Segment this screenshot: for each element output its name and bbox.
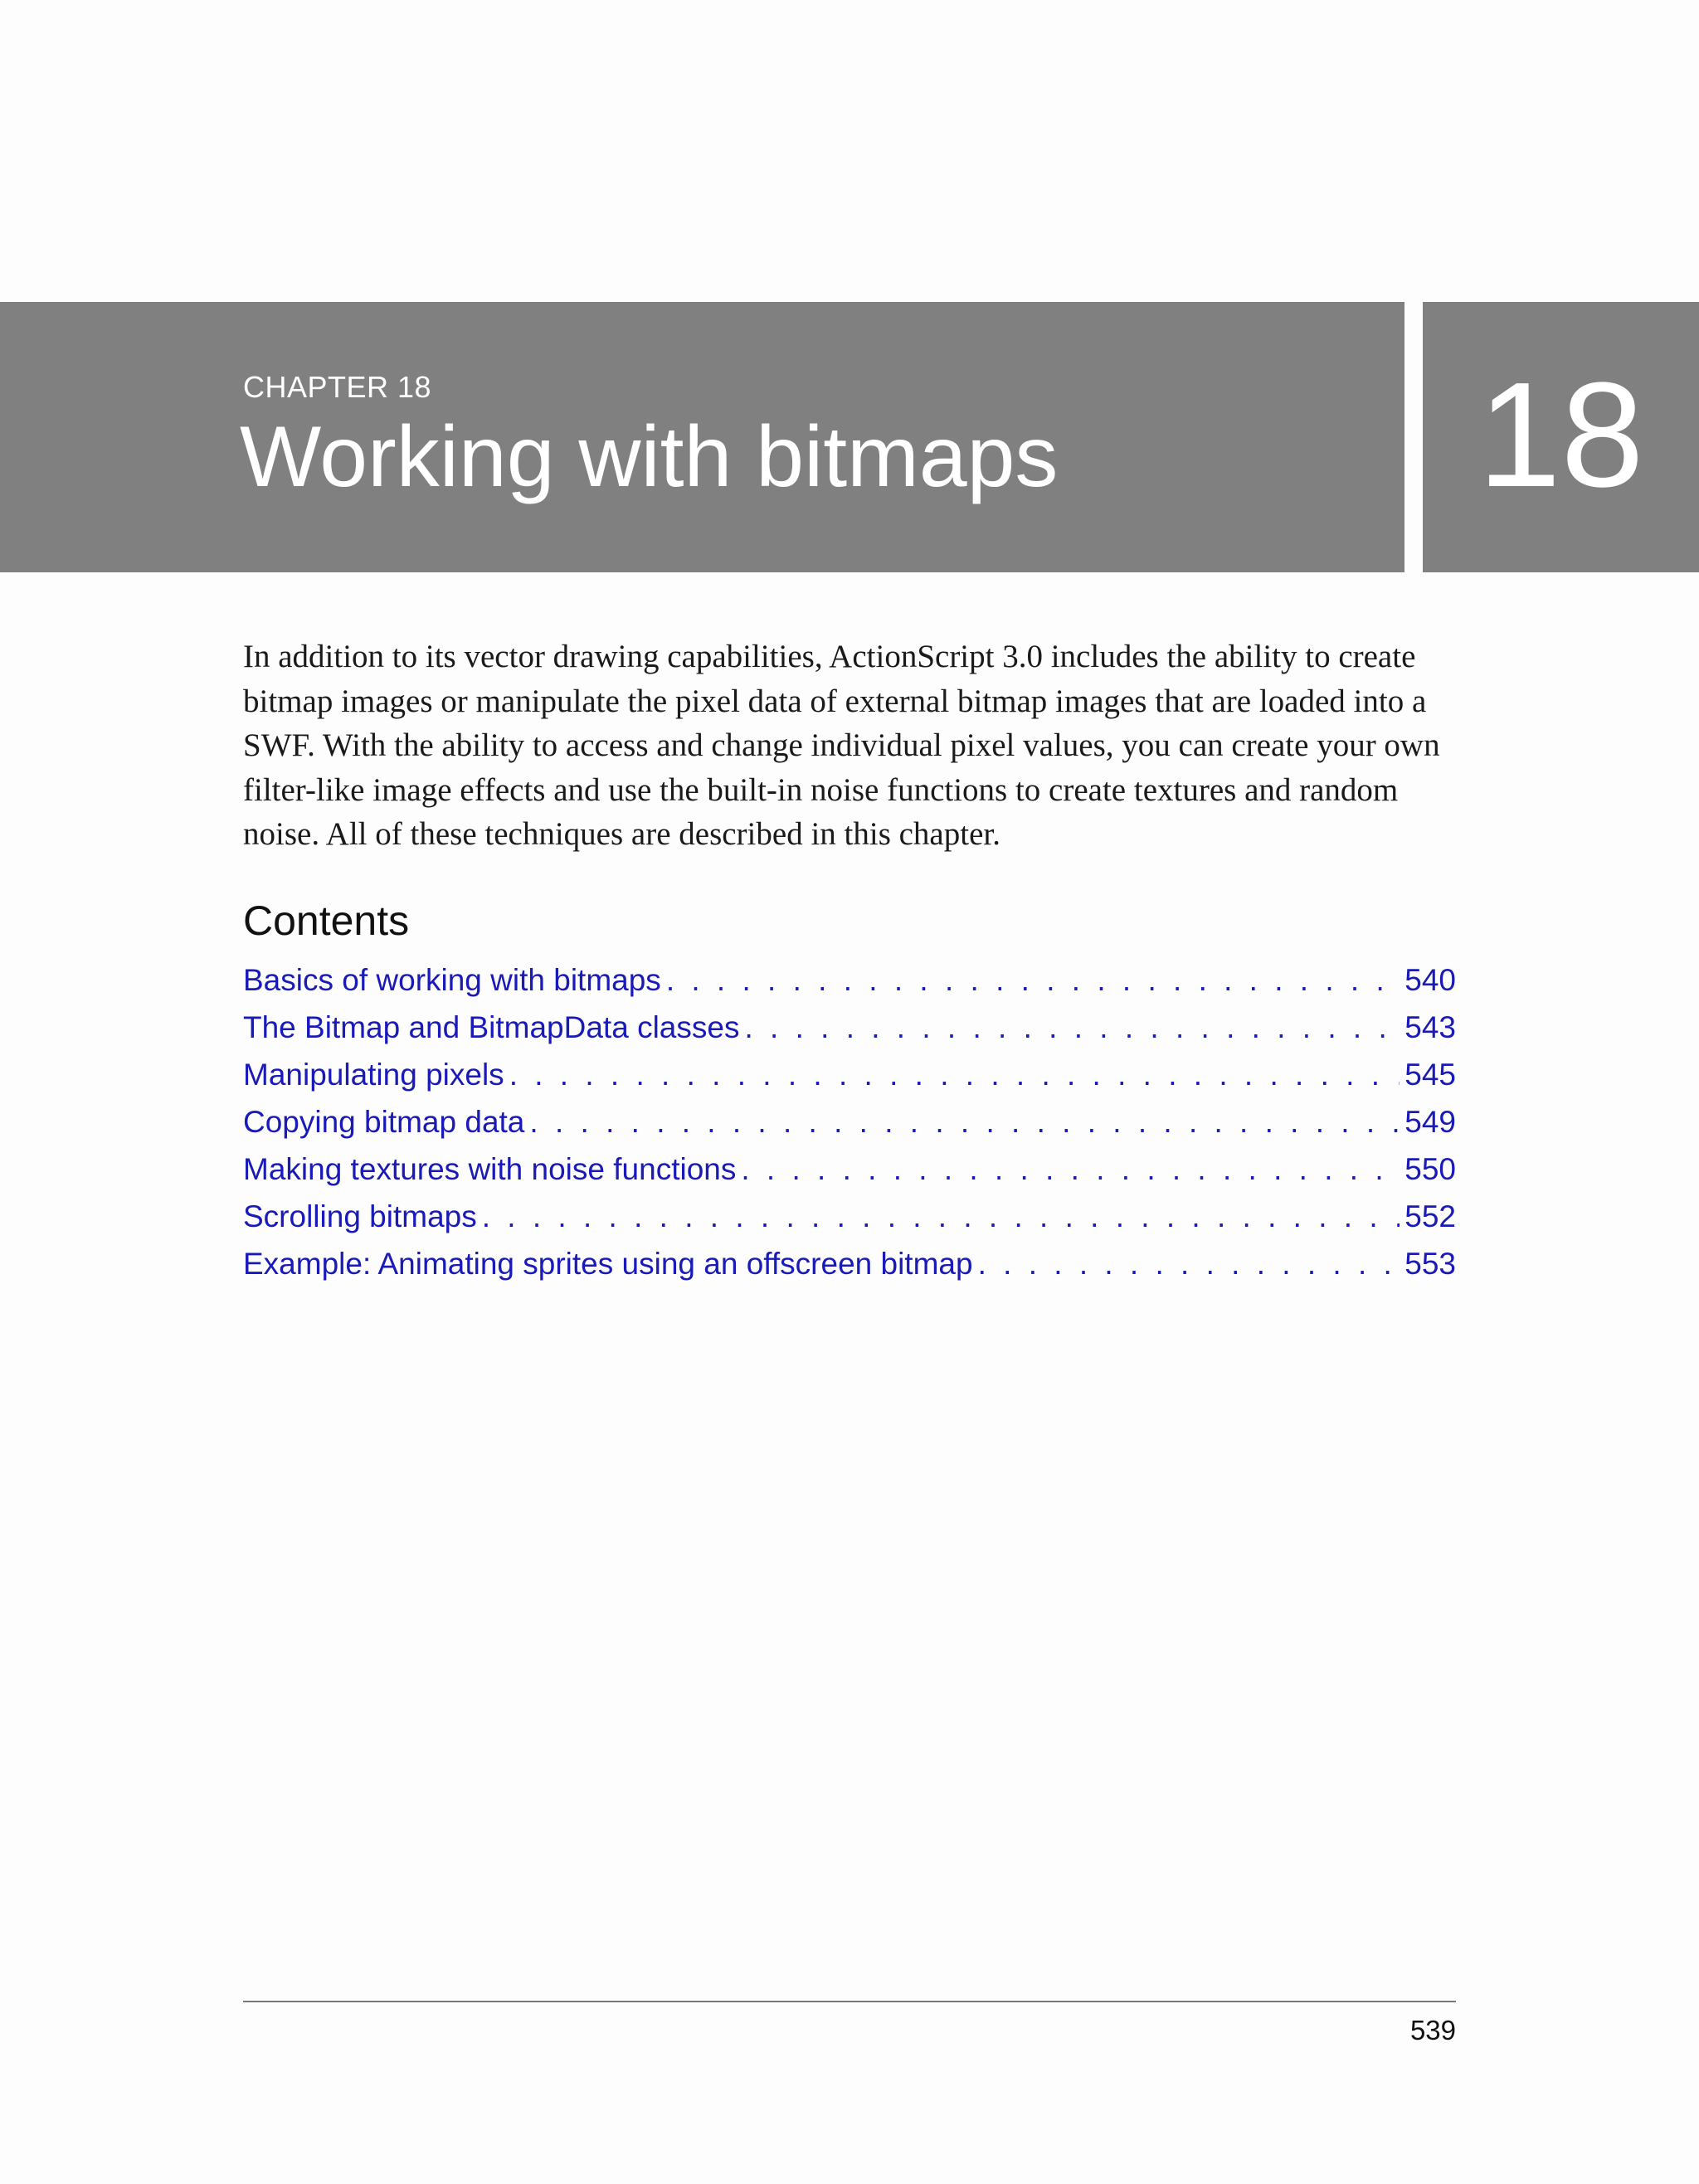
toc-entry-title[interactable]: Example: Animating sprites using an offscreen bitmap xyxy=(243,1247,973,1281)
toc-entry-title[interactable]: Scrolling bitmaps xyxy=(243,1199,477,1233)
toc-entry[interactable] xyxy=(243,1004,1456,1051)
toc-entry-title[interactable]: Making textures with noise functions xyxy=(243,1152,737,1186)
toc-entry[interactable] xyxy=(243,1146,1456,1193)
toc-entry-page[interactable]: 553 xyxy=(1404,1247,1456,1281)
toc-dot-leader xyxy=(529,1098,1400,1146)
toc-dot-leader xyxy=(978,1240,1400,1287)
toc-dot-leader xyxy=(666,956,1400,1004)
toc-entry[interactable] xyxy=(243,1051,1456,1098)
toc-entry-page[interactable]: 540 xyxy=(1404,963,1456,997)
footer-rule xyxy=(243,2001,1456,2002)
toc-dot-leader xyxy=(509,1051,1400,1098)
page-number: 539 xyxy=(1409,2015,1456,2045)
toc-entry-page[interactable]: 549 xyxy=(1404,1105,1456,1139)
toc-entry[interactable] xyxy=(243,956,1456,1004)
chapter-label: CHAPTER 18 xyxy=(243,370,432,404)
intro-paragraph: In addition to its vector drawing capabilities, ActionScript 3.0 includes the ability to create bitmap images or manipulate the pixel data of external bitmap images that are loaded into a SWF. With the ability to access and change individual pixel values, you can create your own filter-like image effects and use the built-in noise functions to create textures and random noise. All of these techniques are described in this chapter. xyxy=(243,639,1440,852)
toc-entry-page[interactable]: 552 xyxy=(1404,1199,1456,1233)
toc-entry-title[interactable]: The Bitmap and BitmapData classes xyxy=(243,1010,740,1044)
toc-entry-title[interactable]: Copying bitmap data xyxy=(243,1105,525,1139)
toc-dot-leader xyxy=(741,1146,1400,1193)
chapter-title: Working with bitmaps xyxy=(240,409,1059,505)
contents-heading: Contents xyxy=(243,897,410,944)
toc-entry-page[interactable]: 545 xyxy=(1404,1058,1456,1092)
chapter-number: 18 xyxy=(1477,352,1644,518)
toc-entry-title[interactable]: Manipulating pixels xyxy=(243,1058,504,1092)
toc-entry-page[interactable]: 543 xyxy=(1404,1010,1456,1044)
toc-entry-title[interactable]: Basics of working with bitmaps xyxy=(243,963,661,997)
toc-entry[interactable] xyxy=(243,1098,1456,1146)
toc-dot-leader xyxy=(482,1193,1400,1240)
toc-entry[interactable] xyxy=(243,1240,1456,1287)
toc-dot-leader xyxy=(744,1004,1400,1051)
toc-entry-page[interactable]: 550 xyxy=(1404,1152,1456,1186)
table-of-contents xyxy=(243,956,1456,1287)
toc-entry[interactable] xyxy=(243,1193,1456,1240)
